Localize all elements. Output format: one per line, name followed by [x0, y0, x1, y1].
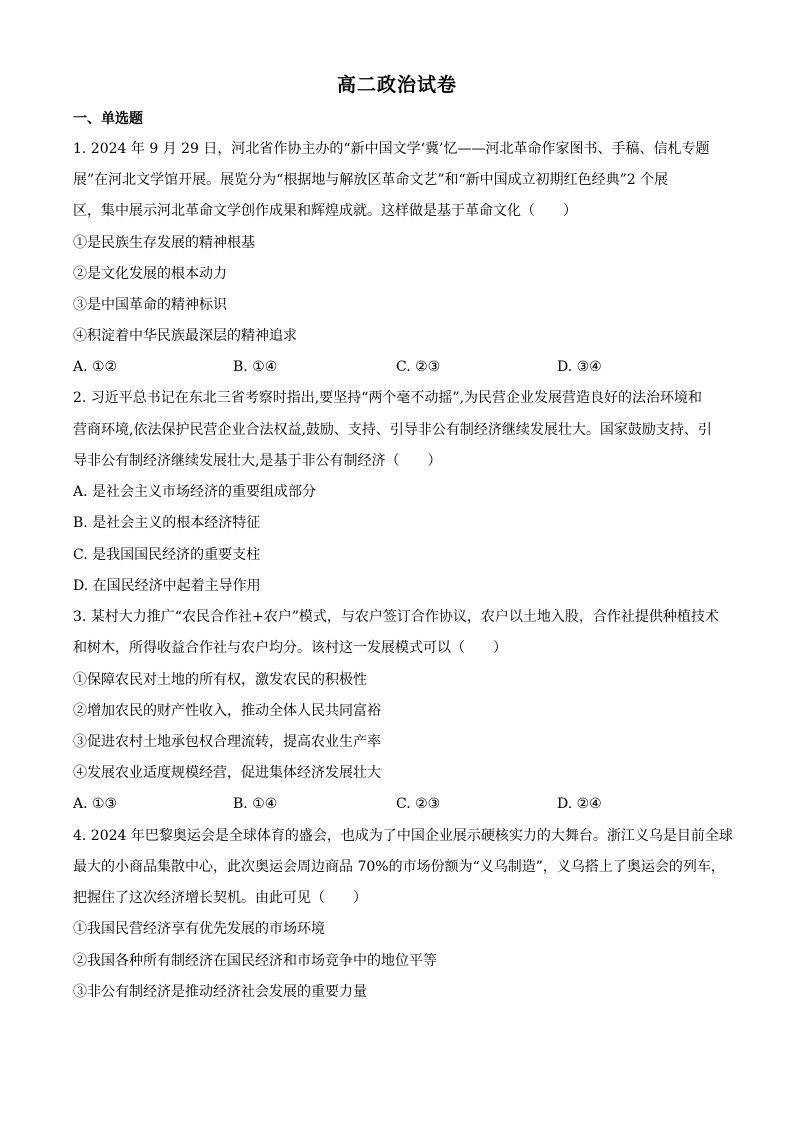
q3-option-d: D. ②④	[557, 796, 602, 812]
section-heading: 一、单选题	[73, 111, 143, 127]
q1-option-d: D. ③④	[557, 359, 602, 375]
q3-line-1: 3. 某村大力推广“农民合作社+农户”模式，与农户签订合作协议，农户以土地入股，合作社提供种植技术	[73, 609, 719, 625]
q2-option-c: C. 是我国国民经济的重要支柱	[73, 547, 261, 563]
q3-option-a: A. ①③	[73, 796, 118, 812]
q3-item-1: ①保障农民对土地的所有权，激发农民的积极性	[73, 672, 367, 688]
q1-option-a: A. ①②	[73, 359, 118, 375]
q2-line-3: 导非公有制经济继续发展壮大,是基于非公有制经济（ ）	[73, 453, 442, 469]
q3-line-2: 和树木，所得收益合作社与农户均分。该村这一发展模式可以（ ）	[73, 640, 507, 656]
q4-line-3: 把握住了这次经济增长契机。由此可见（ ）	[73, 890, 367, 906]
q2-line-1: 2. 习近平总书记在东北三省考察时指出,要坚持“两个毫不动摇”,为民营企业发展营造良好的法治环境和	[73, 390, 703, 406]
q1-line-2: 展”在河北文学馆开展。展览分为“根据地与解放区革命文艺”和“新中国成立初期红色经典”2 个展	[73, 172, 669, 188]
q2-line-2: 营商环境,依法保护民营企业合法权益,鼓励、支持、引导非公有制经济继续发展壮大。国家鼓励支持、引	[73, 422, 712, 438]
q3-option-c: C. ②③	[396, 796, 441, 812]
q3-item-4: ④发展农业适度规模经营，促进集体经济发展壮大	[73, 765, 381, 781]
q1-line-1: 1. 2024 年 9 月 29 日，河北省作协主办的“新中国文学‘冀’忆——河北革命作家图书、手稿、信札专题	[73, 141, 710, 157]
q3-option-b: B. ①④	[233, 796, 278, 812]
q4-item-1: ①我国民营经济享有优先发展的市场环境	[73, 921, 325, 937]
q1-option-c: C. ②③	[396, 359, 441, 375]
q3-item-2: ②增加农民的财产性收入，推动全体人民共同富裕	[73, 703, 381, 719]
q3-item-3: ③促进农村土地承包权合理流转，提高农业生产率	[73, 734, 381, 750]
q2-option-b: B. 是社会主义的根本经济特征	[73, 515, 261, 531]
q1-item-2: ②是文化发展的根本动力	[73, 266, 227, 282]
q4-line-2: 最大的小商品集散中心，此次奥运会周边商品 70%的市场份额为“义乌制造”，义乌搭上了奥运会的列车，	[73, 859, 725, 875]
q1-item-4: ④积淀着中华民族最深层的精神追求	[73, 328, 297, 344]
q2-option-d: D. 在国民经济中起着主导作用	[73, 578, 261, 594]
q1-item-3: ③是中国革命的精神标识	[73, 297, 227, 313]
page-title: 高二政治试卷	[336, 74, 457, 96]
q4-item-2: ②我国各种所有制经济在国民经济和市场竞争中的地位平等	[73, 953, 437, 969]
q1-item-1: ①是民族生存发展的精神根基	[73, 235, 255, 251]
q4-line-1: 4. 2024 年巴黎奥运会是全球体育的盛会，也成为了中国企业展示硬核实力的大舞台。浙江义乌是目前全球	[73, 828, 733, 844]
q2-option-a: A. 是社会主义市场经济的重要组成部分	[73, 484, 317, 500]
q4-item-3: ③非公有制经济是推动经济社会发展的重要力量	[73, 984, 367, 1000]
q1-option-b: B. ①④	[233, 359, 278, 375]
q1-line-3: 区，集中展示河北革命文学创作成果和辉煌成就。这样做是基于革命文化（ ）	[73, 203, 577, 219]
